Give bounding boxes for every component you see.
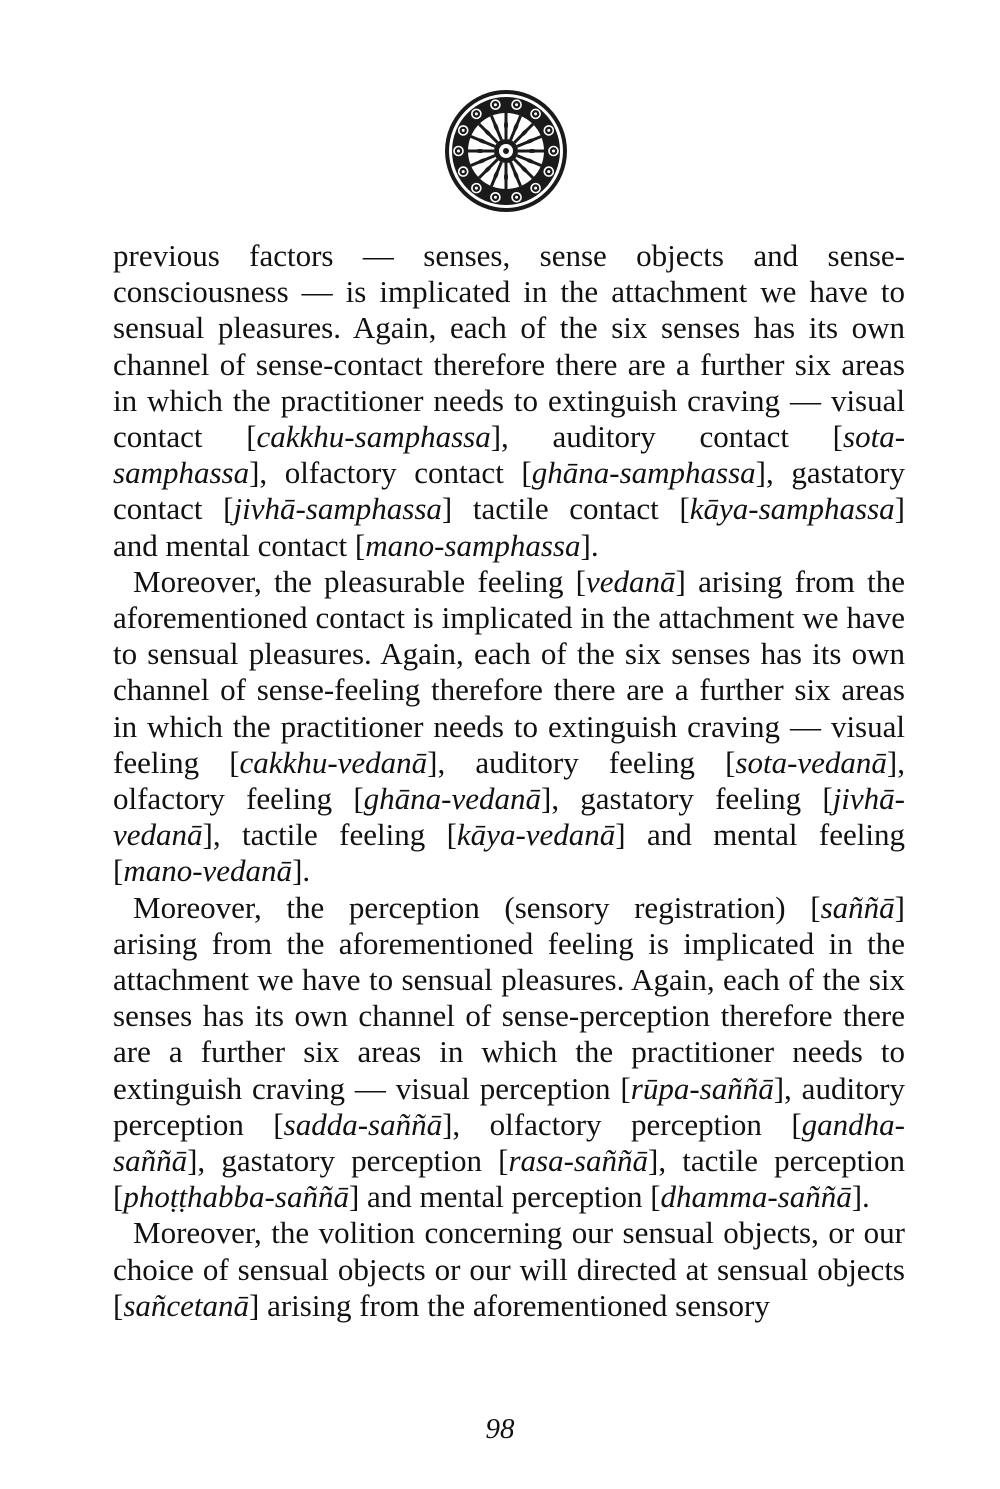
dharma-wheel-icon [443,88,569,214]
pali-term: rūpa-saññā [630,1070,774,1106]
text-run: ] and mental contact [ [113,491,905,563]
text-run: ] arising from the aforementioned contact is implicated in the attachment we have to sensual pleasures. Again, each of the six senses has its own channel of sense-feeling therefore there are a further six areas in which the practitioner needs to extinguish craving — visual feeling [ [113,563,905,780]
text-run: ], auditory perception [ [113,1070,905,1142]
pali-term: cakkhu-vedanā [239,744,428,780]
pali-term: sota-samphassa [113,419,906,491]
text-run: ], tactile feeling [ [202,817,457,853]
text-run: ], auditory contact [ [490,419,844,455]
text-run: ], auditory feeling [ [427,744,736,780]
text-run: ] tactile contact [ [441,491,690,527]
paragraph [113,1215,905,1324]
text-run: Moreover, the volition concerning our sensual objects, or our choice of sensual objects or our will directed at sensual objects [ [113,1215,905,1323]
pali-term: mano-samphassa [365,527,581,563]
pali-term: vedanā [586,563,676,599]
paragraph [113,890,905,1216]
text-run: ]. [580,527,599,563]
pali-term: gandha-saññā [113,1106,905,1179]
pali-term: sota-vedanā [735,744,887,780]
pali-term: phoṭṭhabba-saññā [123,1179,349,1215]
pali-term: jivhā-vedanā [113,781,905,853]
text-run: ]. [292,853,311,889]
text-run: ] and mental perception [ [348,1179,661,1215]
pali-term: dhamma-saññā [660,1179,852,1215]
dharma-wheel-graphic [443,88,569,214]
pali-term: kāya-samphassa [689,491,895,527]
pali-term: saññā [820,889,895,925]
text-run: ], olfactory perception [ [442,1106,802,1142]
text-run: previous factors — senses, sense objects and sense-consciousness — is implicated in the attachment we have to sensual pleasures. Again, each of the six senses has its own channel of sense-contact therefore there are a further six areas in which the practitioner needs to extinguish craving — visual contact [ [113,238,905,455]
text-run: ]. [851,1179,870,1215]
text-run: ], gastatory feeling [ [541,781,833,817]
pali-term: cakkhu-samphassa [256,419,491,455]
paragraph [113,564,905,890]
pali-term: rasa-saññā [508,1143,648,1179]
body-text [113,238,905,1324]
text-run: ], olfactory feeling [ [113,744,905,817]
text-run: Moreover, the perception (sensory registration) [ [133,889,821,925]
pali-term: jivhā-samphassa [233,491,442,527]
text-run: ] and mental feeling [ [113,817,905,889]
text-run: ] arising from the aforementioned feeling is implicated in the attachment we have to sensual pleasures. Again, each of the six senses has its own channel of sense-perception therefore there are a further six areas in which the practitioner needs to extinguish craving — visual perception [ [113,889,905,1106]
paragraph [113,238,905,564]
text-run: ], gastatory perception [ [187,1143,509,1179]
page-number: 98 [485,1413,515,1445]
text-run: ], olfactory contact [ [249,455,532,491]
pali-term: sañcetanā [123,1287,250,1323]
text-run: Moreover, the pleasurable feeling [ [133,563,586,599]
text-run: ], gastatory contact [ [113,455,905,527]
text-run: ], tactile perception [ [113,1143,905,1215]
pali-term: ghāna-vedanā [363,781,542,817]
pali-term: kāya-vedanā [456,817,616,853]
pali-term: ghāna-samphassa [531,455,756,491]
text-run: ] arising from the aforementioned sensory [249,1287,770,1323]
pali-term: sadda-saññā [283,1106,443,1142]
pali-term: mano-vedanā [123,853,293,889]
